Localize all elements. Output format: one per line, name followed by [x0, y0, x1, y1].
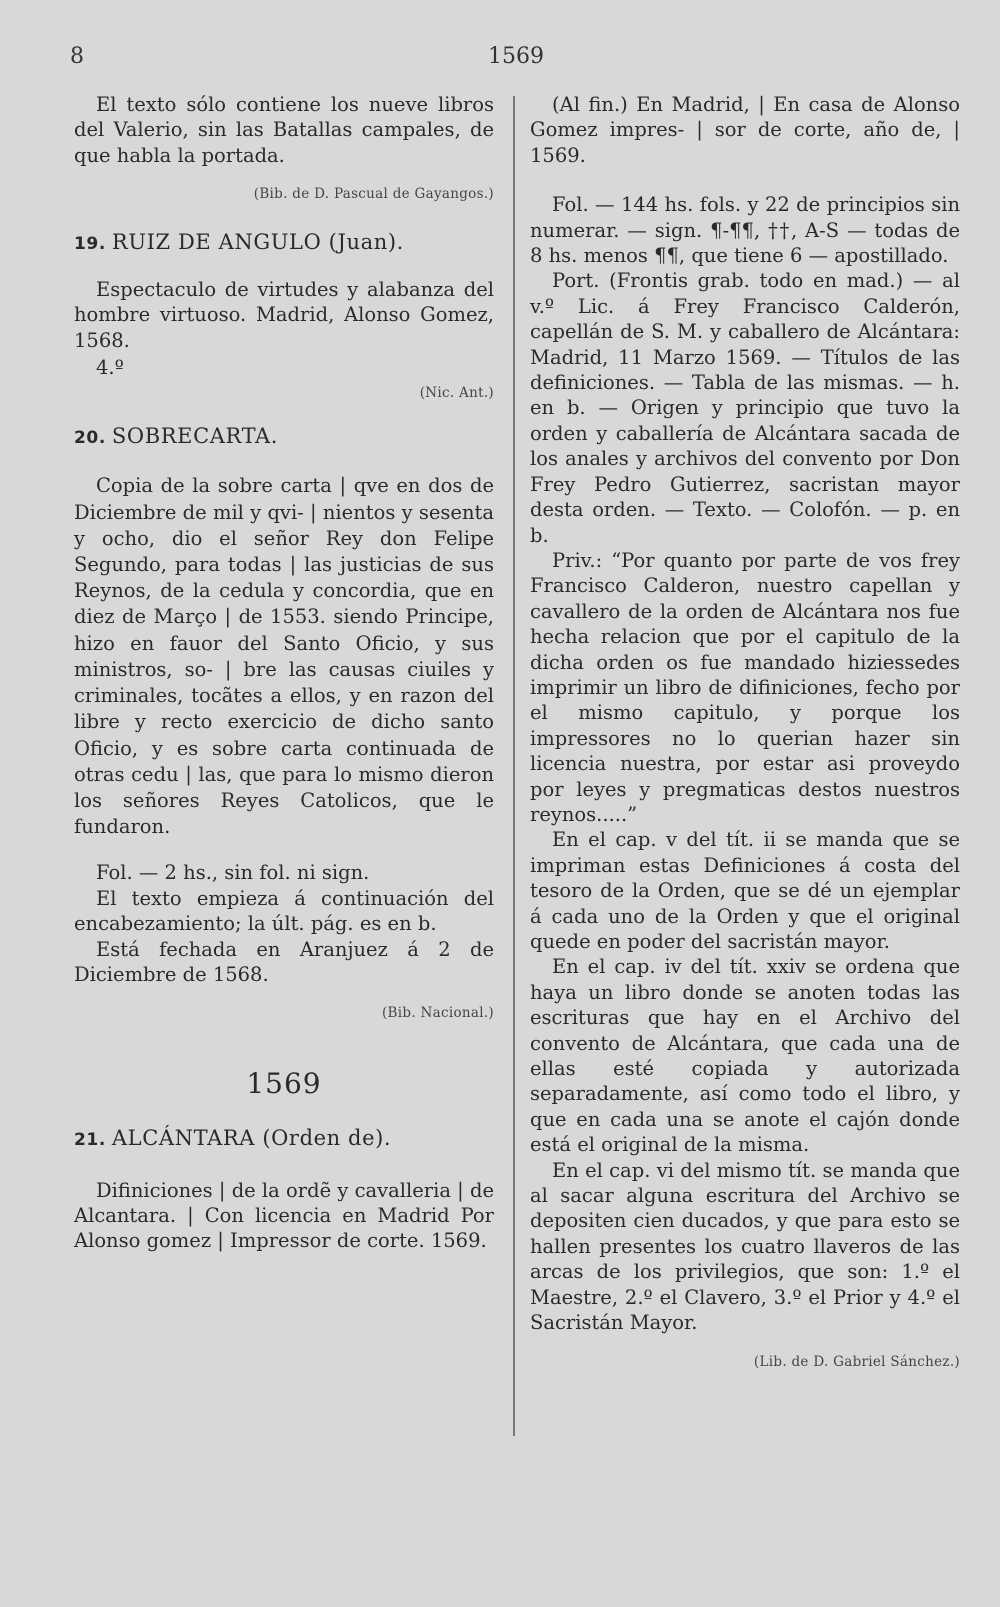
column-divider [513, 96, 515, 1436]
right-column [530, 92, 960, 1375]
privilege-text: Priv.: “Por quanto por parte de vos frey Francisco Calderon, nuestro capellan y cavallero de la orden de Alcántara nos fue hecha relacion que por el capitulo de la dicha orden os fue mandado hiziessedes imprimir un libro de difiniciones, fecho por el mismo capitulo, y porque los impressores no lo querian hazer sin licencia nuestra, por estar asi proveydo por leyes y pregmaticas destos nuestros reynos.....” [530, 548, 960, 826]
entry-19-title: RUIZ DE ANGULO (Juan). [111, 229, 404, 254]
entry-21-body: Difiniciones | de la ordẽ y cavalleria | de Alcantara. | Con licencia en Madrid Por Alonso gomez | Impressor de corte. 1569. [74, 1178, 494, 1253]
right-source: (Lib. de D. Gabriel Sánchez.) [753, 1353, 960, 1370]
entry-21-heading [74, 1126, 494, 1153]
page-number: 8 [70, 44, 84, 69]
entry-20-body: Copia de la sobre carta | qve en dos de Diciembre de mil y qvi- | nientos y sesenta y ocho, dio el señor Rey don Felipe Segundo, para todas | las justicias de sus Reynos, de la cedula y concordia, que en diez de Março | de 1553. siendo Principe, hizo en fauor del Santo Oficio, y sus ministros, so- | bre las causas ciuiles y criminales, tocãtes a ellos, y en razon del libre y recto exercicio de dicho santo Oficio, y es sobre carta continuada de otras cedu | las, que para lo mismo dieron los señores Reyes Catolicos, que le fundaron. [74, 474, 494, 839]
entry-21-number: 21. [74, 1130, 106, 1151]
entry-19-number: 19. [74, 233, 106, 254]
entry-20-note: El texto empieza á continuación del encabezamiento; la últ. pág. es en b. [74, 886, 494, 936]
collation-text: Fol. — 144 hs. fols. y 22 de principios sin numerar. — sign. ¶-¶¶, ††, A-S — todas de 8 hs. menos ¶¶, que tiene 6 — apostillado. [530, 193, 960, 268]
entry-21-title: ALCÁNTARA (Orden de). [111, 1126, 392, 1151]
entry-20-date: Está fechada en Aranjuez á 2 de Diciembre de 1568. [74, 937, 494, 986]
chapter-iv-note: En el cap. iv del tít. xxiv se ordena que haya un libro donde se anoten todas las escrituras que hay en el Archivo del convento de Alcántara, que cada una de ellas esté copiada y autorizada separadamente, así como todo el libro, y que en cada una se anote el cajón donde está el original de la misma. [530, 955, 960, 1157]
entry-19-source: (Nic. Ant.) [419, 384, 494, 401]
colophon-text: (Al fin.) En Madrid, | En casa de Alonso Gomez impres- | sor de corte, año de, | 1569. [530, 93, 960, 167]
entry-20-source: (Bib. Nacional.) [381, 1005, 494, 1022]
intro-source: (Bib. de D. Pascual de Gayangos.) [253, 186, 494, 203]
entry-20-number: 20. [74, 428, 106, 449]
entry-20-title: SOBRECARTA. [111, 424, 279, 449]
entry-19-heading [74, 230, 494, 257]
left-column [74, 92, 494, 1254]
chapter-vi-note: En el cap. vi del mismo tít. se manda que al sacar alguna escritura del Archivo se depositen cien ducados, y que para esto se hallen presentes los cuatro llaveros de las arcas de los privilegios, que son: 1.º el Maestre, 2.º el Clavero, 3.º el Prior y 4.º el Sacristán Mayor. [530, 1158, 960, 1335]
entry-20-heading [74, 424, 494, 451]
contents-text: Port. (Frontis grab. todo en mad.) — al v.º Lic. á Frey Francisco Calderón, capellán de S. M. y caballero de Alcántara: Madrid, 11 Marzo 1569. — Títulos de las definiciones. — Tabla de las mismas. — h. en b. — Origen y principio que tuvo la orden y caballería de Alcántara sacada de los anales y archivos del convento por Don Frey Pedro Gutierrez, sacristan mayor desta orden. — Texto. — Colofón. — p. en b. [530, 269, 960, 547]
entry-19-body: Espectaculo de virtudes y alabanza del hombre virtuoso. Madrid, Alonso Gomez, 1568. [74, 278, 494, 352]
intro-paragraph: El texto sólo contiene los nueve libros del Valerio, sin las Batallas campales, de que habla la portada. [74, 93, 494, 167]
running-head-year: 1569 [488, 44, 544, 69]
year-heading: 1569 [246, 1066, 322, 1100]
entry-20-collation: Fol. — 2 hs., sin fol. ni sign. [96, 861, 370, 885]
entry-19-format: 4.º [96, 356, 124, 380]
chapter-v-note: En el cap. v del tít. ii se manda que se impriman estas Definiciones á costa del tesoro de la Orden, que se dé un ejemplar á cada uno de la Orden y que el original quede en poder del sacristán mayor. [530, 828, 960, 953]
